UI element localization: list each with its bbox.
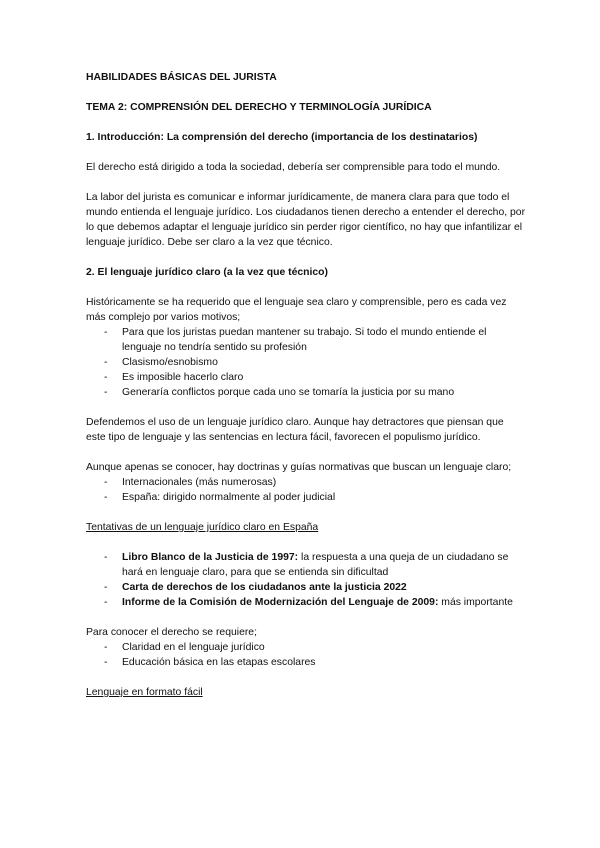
list-item: - Para que los juristas puedan mantener su trabajo. Si todo el mundo entiende el lenguaje no tendría sentido su profesión: [86, 325, 526, 355]
document-content: [86, 70, 526, 700]
doctrinas-list: [86, 475, 526, 505]
para-conocer-paragraph: Para conocer el derecho se requiere;: [86, 627, 257, 638]
motivos-list: [86, 325, 526, 400]
tentativa-title: Informe de la Comisión de Modernización del Lenguaje de 2009:: [122, 597, 439, 608]
section1-paragraph-1: El derecho está dirigido a toda la sociedad, debería ser comprensible para todo el mundo.: [86, 162, 501, 173]
section1-paragraph-2: La labor del jurista es comunicar e informar jurídicamente, de manera clara para que todo el mundo entienda el lenguaje jurídico. Los ciudadanos tienen derecho a entender el derecho, por lo que debemos adaptar el lenguaje jurídico sin perder rigor científico, no hay que infantilizar el lenguaje jurídico. Debe ser claro a la vez que técnico.: [86, 192, 526, 248]
tentativas-list: [86, 550, 526, 610]
section1-heading: 1. Introducción: La comprensión del derecho (importancia de los destinatarios): [86, 132, 478, 143]
formato-facil-heading: Lenguaje en formato fácil: [86, 687, 203, 698]
list-item: - España: dirigido normalmente al poder judicial: [86, 490, 526, 505]
list-item: - Clasismo/esnobismo: [86, 355, 526, 370]
list-item: [86, 550, 526, 580]
list-item: - Es imposible hacerlo claro: [86, 370, 526, 385]
document-title: HABILIDADES BÁSICAS DEL JURISTA: [86, 72, 277, 83]
list-item: [86, 580, 526, 595]
tentativa-title: Carta de derechos de los ciudadanos ante la justicia 2022: [122, 582, 407, 593]
tentativas-heading: Tentativas de un lenguaje jurídico claro en España: [86, 522, 319, 533]
defendemos-paragraph: Defendemos el uso de un lenguaje jurídico claro. Aunque hay detractores que piensan que este tipo de lenguaje y las sentencias en lectura fácil, favorecen el populismo jurídico.: [86, 417, 504, 443]
tema-heading: TEMA 2: COMPRENSIÓN DEL DERECHO Y TERMINOLOGÍA JURÍDICA: [86, 102, 432, 113]
aunque-paragraph: Aunque apenas se conocer, hay doctrinas y guías normativas que buscan un lenguaje claro;: [86, 462, 512, 473]
tentativa-title: Libro Blanco de la Justicia de 1997:: [122, 552, 299, 563]
section2-heading: 2. El lenguaje jurídico claro (a la vez que técnico): [86, 267, 328, 278]
requisitos-list: [86, 640, 526, 670]
list-item: - Internacionales (más numerosas): [86, 475, 526, 490]
list-item: - Generaría conflictos porque cada uno se tomaría la justicia por su mano: [86, 385, 526, 400]
section2-intro: Históricamente se ha requerido que el lenguaje sea claro y comprensible, pero es cada vez más complejo por varios motivos;: [86, 297, 507, 323]
list-item: [86, 595, 526, 610]
tentativa-text: más importante: [438, 597, 513, 608]
list-item: - Educación básica en las etapas escolares: [86, 655, 526, 670]
tentativa-text: la respuesta a una queja de un ciudadano se hará en lenguaje claro, para que se entienda sin dificultad: [122, 552, 509, 578]
list-item: - Claridad en el lenguaje jurídico: [86, 640, 526, 655]
